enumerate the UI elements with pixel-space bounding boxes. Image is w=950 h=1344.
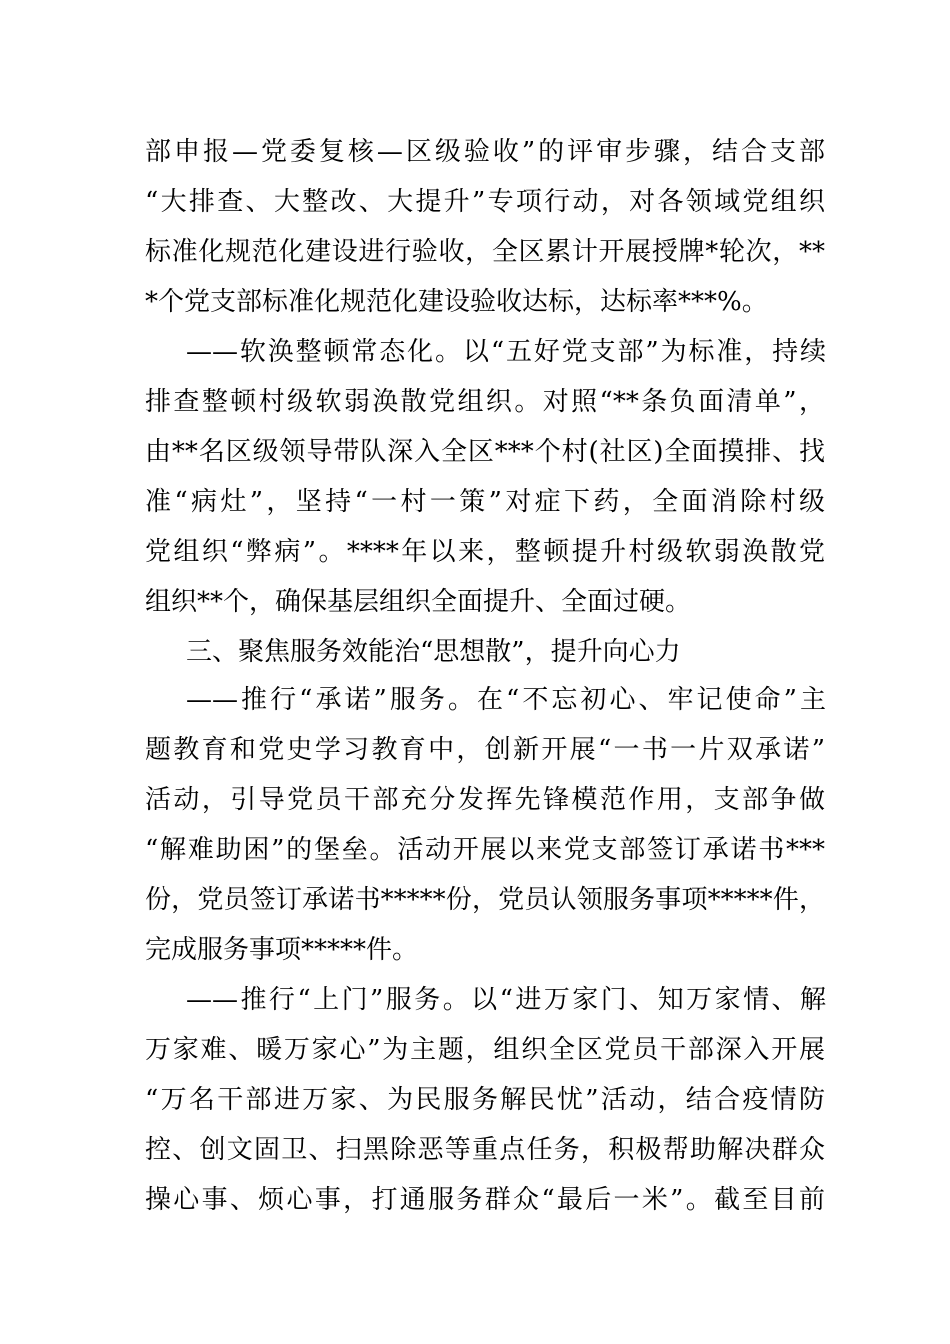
text-line: *个党支部标准化规范化建设验收达标，达标率***%。 xyxy=(145,287,768,317)
text-line: “解难助困”的堡垒。活动开展以来党支部签订承诺书*** xyxy=(145,835,825,865)
paragraph-start-line: ——推行“上门”服务。以“进万家门、知万家情、解 xyxy=(186,985,826,1015)
text-line: 控、创文固卫、扫黑除恶等重点任务，积极帮助解决群众 xyxy=(145,1135,825,1165)
text-line: 题教育和党史学习教育中，创新开展“一书一片双承诺” xyxy=(145,735,825,765)
text-line: 份，党员签订承诺书*****份，党员认领服务事项*****件， xyxy=(145,885,825,915)
text-line: 党组织“弊病”。****年以来，整顿提升村级软弱涣散党 xyxy=(145,537,825,567)
text-line: 操心事、烦心事，打通服务群众“最后一米”。截至目前 xyxy=(145,1185,825,1215)
paragraph-start-line: ——推行“承诺”服务。在“不忘初心、牢记使命”主 xyxy=(186,685,826,715)
text-line: 部申报—党委复核—区级验收”的评审步骤，结合支部 xyxy=(145,137,825,167)
text-line: 排查整顿村级软弱涣散党组织。对照“**条负面清单”， xyxy=(145,387,825,417)
text-line: 活动，引导党员干部充分发挥先锋模范作用，支部争做 xyxy=(145,785,825,815)
text-line: 由**名区级领导带队深入全区***个村(社区)全面摸排、找 xyxy=(145,437,825,467)
text-line: 标准化规范化建设进行验收，全区累计开展授牌*轮次，** xyxy=(145,237,825,267)
text-line: 组织**个，确保基层组织全面提升、全面过硬。 xyxy=(145,587,692,617)
paragraph-start-line: ——软涣整顿常态化。以“五好党支部”为标准，持续 xyxy=(186,337,826,367)
text-line: 准“病灶”，坚持“一村一策”对症下药，全面消除村级 xyxy=(145,487,825,517)
text-line: “大排查、大整改、大提升”专项行动，对各领域党组织 xyxy=(145,187,825,217)
text-line: “万名干部进万家、为民服务解民忧”活动，结合疫情防 xyxy=(145,1085,825,1115)
text-line: 完成服务事项*****件。 xyxy=(145,935,419,965)
section-heading: 三、聚焦服务效能治“思想散”，提升向心力 xyxy=(186,637,681,667)
text-line: 万家难、暖万家心”为主题，组织全区党员干部深入开展 xyxy=(145,1035,825,1065)
